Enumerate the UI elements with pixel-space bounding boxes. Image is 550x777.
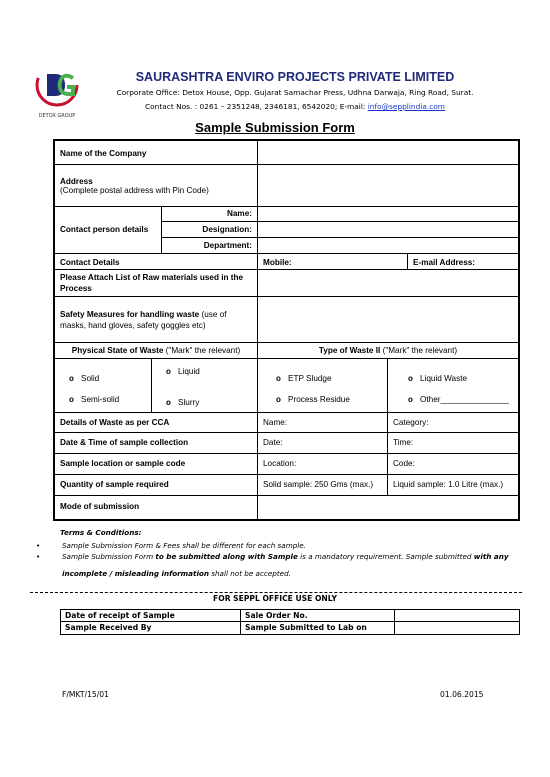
terms-line-1-text: Sample Submission Form & Fees shall be different for each sample. xyxy=(62,541,306,550)
address-note: (Complete postal address with Pin Code) xyxy=(60,186,209,195)
option-liquid-waste[interactable] xyxy=(408,374,467,383)
option-slurry-label: Slurry xyxy=(178,398,200,407)
quantity-label: Quantity of sample required xyxy=(54,474,258,496)
terms-title: Terms & Conditions: xyxy=(60,528,142,537)
terms-line-3a: incomplete / misleading information xyxy=(62,569,209,578)
sale-order-label: Sale Order No. xyxy=(240,609,395,622)
option-solid[interactable] xyxy=(69,374,99,383)
name-label: Name: xyxy=(161,206,258,222)
option-process-residue[interactable] xyxy=(276,395,350,404)
physical-state-title: Physical State of Waste xyxy=(71,346,164,355)
email-field[interactable]: E-mail Address: xyxy=(407,253,519,270)
option-group-etp xyxy=(257,358,388,413)
terms-line-1 xyxy=(36,541,526,550)
bullet-icon: • xyxy=(36,541,41,550)
address-label-cell xyxy=(54,164,258,207)
mode-field[interactable] xyxy=(257,495,519,520)
safety-label-rest: (use of masks, hand gloves, safety goggles etc) xyxy=(60,310,227,330)
cca-label: Details of Waste as per CCA xyxy=(54,412,258,433)
safety-label-bold: Safety Measures for handling waste xyxy=(60,310,200,319)
physical-state-note: ("Mark" the relevant) xyxy=(163,346,241,355)
cca-name-field[interactable]: Name: xyxy=(257,412,388,433)
safety-label xyxy=(54,296,258,343)
checkbox-icon: o xyxy=(276,395,281,404)
corporate-office: Corporate Office: Detox House, Opp. Gujarat Samachar Press, Udhna Darwaja, Ring Road, Surat. xyxy=(116,88,474,97)
option-group-liquid xyxy=(151,358,258,413)
checkbox-icon: o xyxy=(69,374,74,383)
office-use-table xyxy=(60,609,520,635)
company-name: SAURASHTRA ENVIRO PROJECTS PRIVATE LIMITED xyxy=(135,70,455,84)
option-process-residue-label: Process Residue xyxy=(288,395,350,404)
form-code: F/MKT/15/01 xyxy=(62,690,109,699)
physical-state-header xyxy=(54,342,258,359)
option-slurry[interactable] xyxy=(166,398,199,407)
terms-line-3b: shall not be accepted. xyxy=(208,569,291,578)
option-group-liquid-waste xyxy=(387,358,519,413)
terms-line-2a: Sample Submission Form xyxy=(62,552,156,561)
form-title: Sample Submission Form xyxy=(195,120,355,135)
type-waste-title: Type of Waste II xyxy=(318,346,381,355)
company-name-label: Name of the Company xyxy=(54,140,258,165)
location-field[interactable]: Location: xyxy=(257,453,388,475)
option-etp-sludge[interactable] xyxy=(276,374,332,383)
type-waste-note: ("Mark" the relevant) xyxy=(380,346,458,355)
contact-details-label: Contact Details xyxy=(54,253,258,270)
option-etp-label: ETP Sludge xyxy=(288,374,332,383)
receipt-date-label: Date of receipt of Sample xyxy=(60,609,241,622)
time-field[interactable]: Time: xyxy=(387,432,519,454)
terms-line-2c: is a mandatory requirement. Sample submitted xyxy=(297,552,474,561)
received-by-label: Sample Received By xyxy=(60,621,241,635)
raw-materials-label: Please Attach List of Raw materials used in the Process xyxy=(54,269,258,297)
option-semisolid[interactable] xyxy=(69,395,119,404)
liquid-sample-quantity: Liquid sample: 1.0 Litre (max.) xyxy=(387,474,519,496)
department-field[interactable] xyxy=(257,237,519,254)
designation-label: Designation: xyxy=(161,221,258,238)
type-waste-header xyxy=(257,342,519,359)
contact-name-field[interactable] xyxy=(257,206,519,222)
option-group-solid xyxy=(54,358,152,413)
mobile-field[interactable]: Mobile: xyxy=(257,253,408,270)
checkbox-icon: o xyxy=(408,374,413,383)
option-liquid-waste-label: Liquid Waste xyxy=(420,374,468,383)
address-field[interactable] xyxy=(257,164,519,207)
cca-category-field[interactable]: Category: xyxy=(387,412,519,433)
office-use-title: FOR SEPPL OFFICE USE ONLY xyxy=(213,594,337,603)
company-name-field[interactable] xyxy=(257,140,519,165)
code-field[interactable]: Code: xyxy=(387,453,519,475)
department-label: Department: xyxy=(161,237,258,254)
bullet-icon: • xyxy=(36,552,41,561)
datetime-label: Date & Time of sample collection xyxy=(54,432,258,454)
checkbox-icon: o xyxy=(408,395,413,404)
contact-numbers-text: Contact Nos. : 0261 – 2351248, 2346181, 6542020; E-mail: xyxy=(145,102,368,111)
checkbox-icon: o xyxy=(166,367,171,376)
raw-materials-field[interactable] xyxy=(257,269,519,297)
terms-line-2b: to be submitted along with Sample xyxy=(155,552,298,561)
option-solid-label: Solid xyxy=(81,374,100,383)
designation-field[interactable] xyxy=(257,221,519,238)
submission-form-table xyxy=(53,139,520,521)
form-date: 01.06.2015 xyxy=(440,690,484,699)
contact-person-label: Contact person details xyxy=(54,206,162,254)
terms-line-2d: with any xyxy=(473,552,509,561)
submitted-lab-label: Sample Submitted to Lab on xyxy=(240,621,395,635)
mode-label: Mode of submission xyxy=(54,495,258,520)
safety-field[interactable] xyxy=(257,296,519,343)
solid-sample-quantity: Solid sample: 250 Gms (max.) xyxy=(257,474,388,496)
logo-text: DETOX GROUP xyxy=(38,113,76,119)
contact-numbers xyxy=(0,102,550,111)
terms-line-2 xyxy=(36,552,526,561)
checkbox-icon: o xyxy=(69,395,74,404)
option-other-label: Other_______________ xyxy=(420,395,509,404)
email-link[interactable]: info@sepplindia.com xyxy=(367,102,445,111)
divider xyxy=(30,592,522,593)
date-field[interactable]: Date: xyxy=(257,432,388,454)
option-semisolid-label: Semi-solid xyxy=(81,395,120,404)
location-label: Sample location or sample code xyxy=(54,453,258,475)
address-label: Address xyxy=(60,177,93,186)
terms-line-3 xyxy=(62,569,550,578)
option-liquid-label: Liquid xyxy=(178,367,200,376)
checkbox-icon: o xyxy=(276,374,281,383)
option-liquid[interactable] xyxy=(166,367,200,376)
checkbox-icon: o xyxy=(166,398,171,407)
submitted-lab-field[interactable] xyxy=(394,621,520,635)
option-other[interactable] xyxy=(408,395,509,404)
